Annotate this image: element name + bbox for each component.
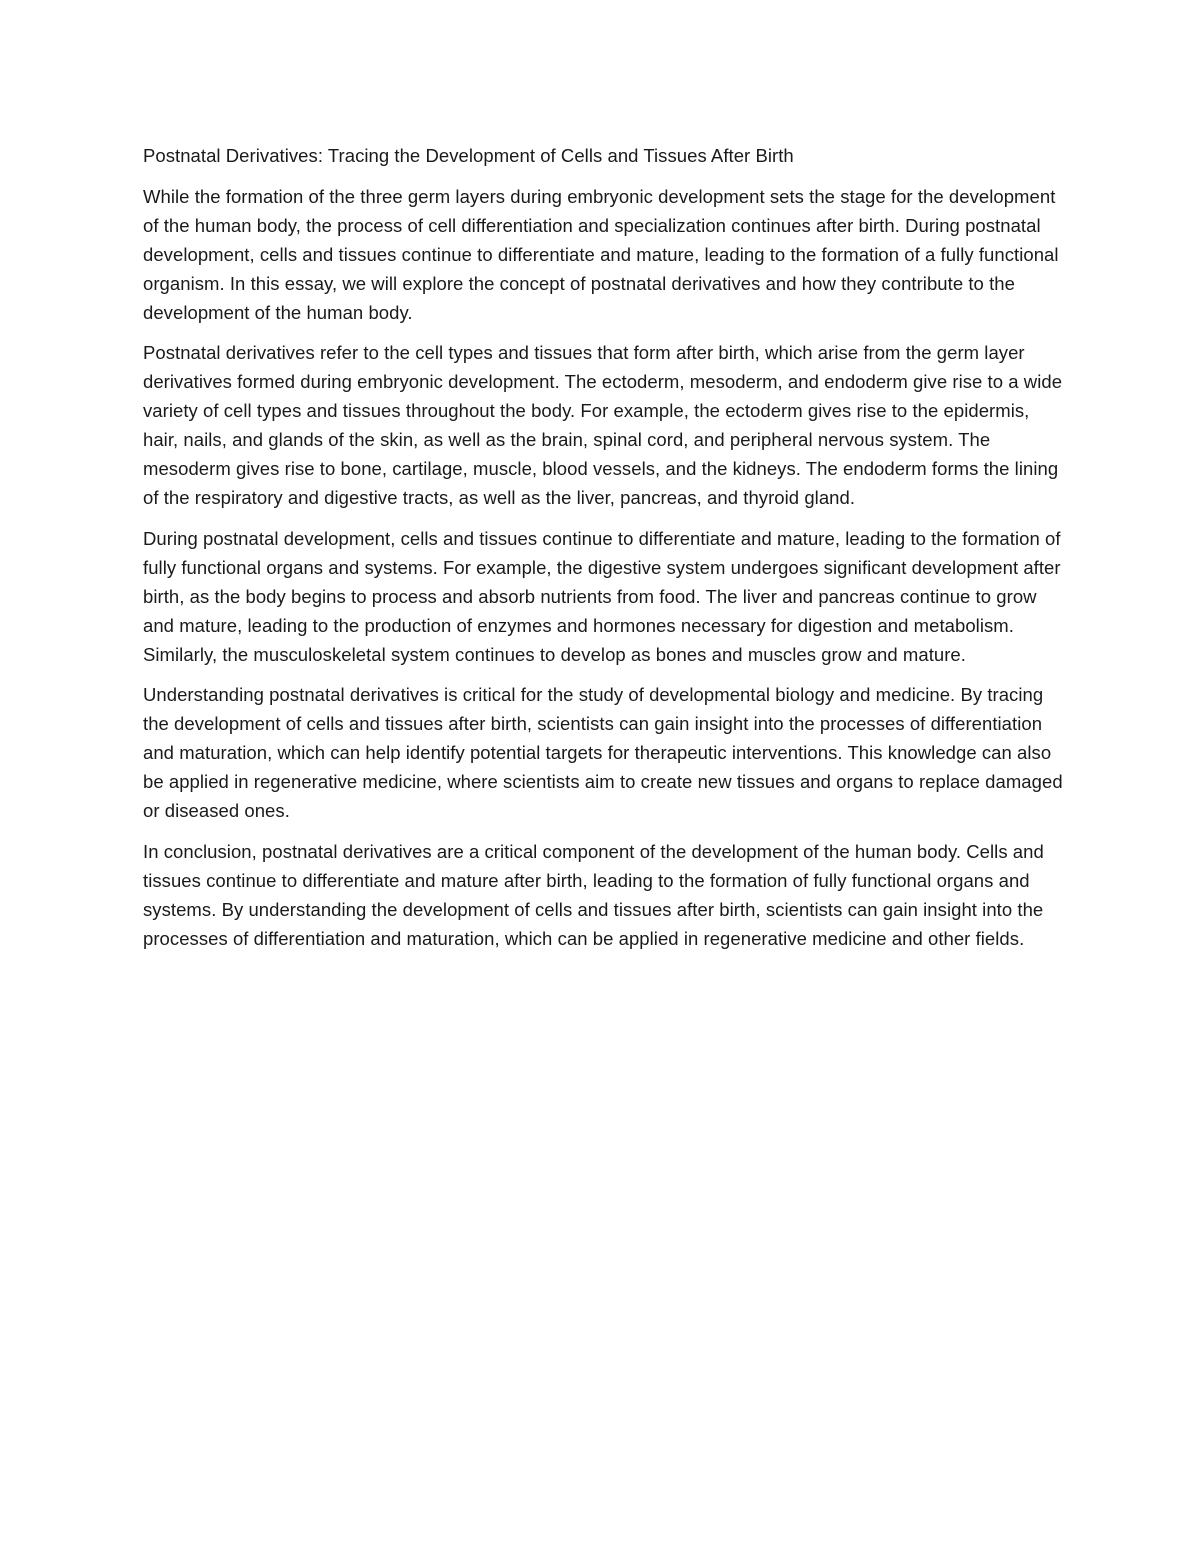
paragraph-postnatal-development: During postnatal development, cells and tissues continue to differentiate and mature, leading to the formation of fully functional organs and systems. For example, the digestive system undergoes significant development after birth, as the body begins to process and absorb nutrients from food. The liver and pancreas continue to grow and mature, leading to the production of enzymes and hormones necessary for digestion and metabolism. Similarly, the musculoskeletal system continues to develop as bones and muscles grow and mature.	[143, 527, 1061, 665]
paragraph-conclusion: In conclusion, postnatal derivatives are a critical component of the development of the human body. Cells and tissues continue to differentiate and mature after birth, leading to the formation of fully functional organs and systems. By understanding the development of cells and tissues after birth, scientists can gain insight into the processes of differentiation and maturation, which can be applied in regenerative medicine and other fields.	[143, 840, 1044, 949]
paragraph-germ-layer-derivatives: Postnatal derivatives refer to the cell types and tissues that form after birth, which arise from the germ layer derivatives formed during embryonic development. The ectoderm, mesoderm, and endoderm give rise to a wide variety of cell types and tissues throughout the body. For example, the ectoderm gives rise to the epidermis, hair, nails, and glands of the skin, as well as the brain, spinal cord, and peripheral nervous system. The mesoderm gives rise to bone, cartilage, muscle, blood vessels, and the kidneys. The endoderm forms the lining of the respiratory and digestive tracts, as well as the liver, pancreas, and thyroid gland.	[143, 342, 1063, 508]
paragraph-intro: While the formation of the three germ layers during embryonic development sets the stage for the development of the human body, the process of cell differentiation and specialization continues after birth. During postnatal development, cells and tissues continue to differentiate and mature, leading to the formation of a fully functional organism. In this essay, we will explore the concept of postnatal derivatives and how they contribute to the development of the human body.	[143, 185, 1059, 323]
document-title: Postnatal Derivatives: Tracing the Development of Cells and Tissues After Birth	[143, 145, 794, 166]
document-body	[143, 142, 1063, 966]
paragraph-significance: Understanding postnatal derivatives is critical for the study of developmental biology and medicine. By tracing the development of cells and tissues after birth, scientists can gain insight into the processes of differentiation and maturation, which can help identify potential targets for therapeutic interventions. This knowledge can also be applied in regenerative medicine, where scientists aim to create new tissues and organs to replace damaged or diseased ones.	[143, 684, 1063, 822]
